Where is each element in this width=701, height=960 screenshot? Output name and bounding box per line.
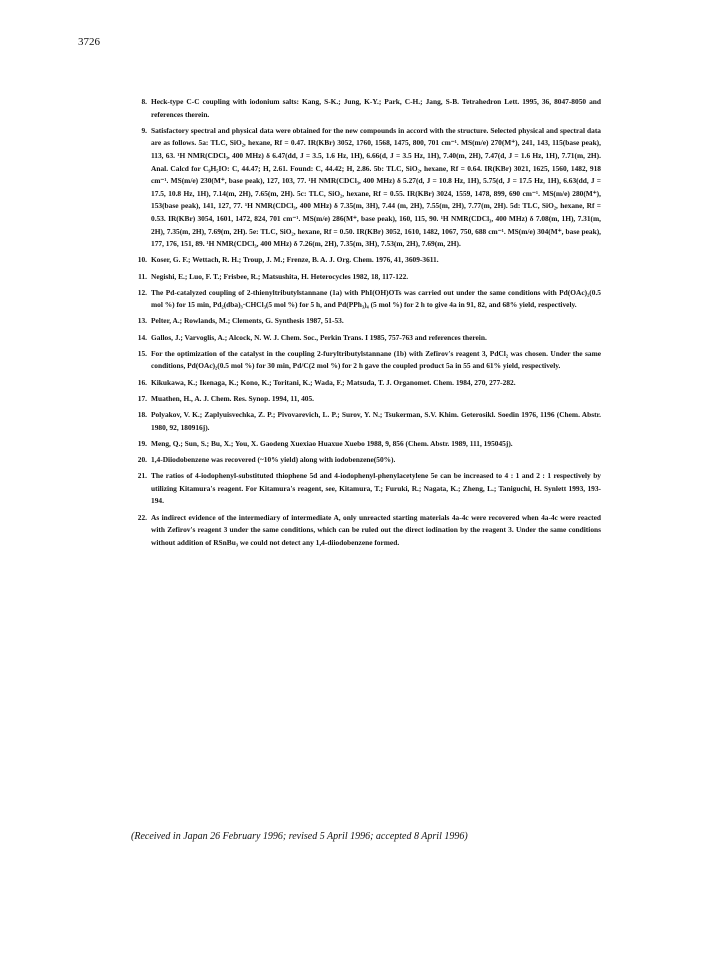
reference-number: 15. xyxy=(137,348,147,358)
reference-text: Meng, Q.; Sun, S.; Bu, X.; You, X. Gaodeng Xuexiao Huaxue Xuebo 1988, 9, 856 (Chem. Abstr. 1989, 111, 195045j). xyxy=(151,438,513,448)
reference-text: The ratios of 4-iodophenyl-substituted thiophene 5d and 4-iodophenyl-phenylacetylene 5e can be increased to 4 : 1 and 2 : 1 respectively by utilizing Kitamura's reagent. For Kitamura's reagent, see, Kitamura, T.; Furuki, R.; Nagata, K.; Zheng, L.; Taniguchi, H. Synlett 1993, 193-194. xyxy=(151,471,601,506)
reference-text: Gallos, J.; Varvoglis, A.; Alcock, N. W. J. Chem. Soc., Perkin Trans. I 1985, 757-763 and references therein. xyxy=(151,332,487,342)
reference-16 xyxy=(131,377,601,390)
reference-number: 11. xyxy=(138,271,147,281)
reference-number: 13. xyxy=(137,316,147,326)
reference-number: 14. xyxy=(137,332,147,342)
page-number: 3726 xyxy=(78,36,100,48)
reference-text: Satisfactory spectral and physical data were obtained for the new compounds in accord with the structure. Selected physical and spectral data are as follows. 5a: TLC, SiO₂, hexane, Rf = 0.47. IR(KBr) 3052, 1760, 1568, 1475, 800, 701 cm⁻¹. MS(m/e) 270(M⁺), 241, 143, 115(base peak), 113, 63. ¹H NMR(CDCl₃, 400 MHz) δ 6.47(dd, J = 3.5, 1.6 Hz, 1H), 6.66(d, J = 3.5 Hz, 1H), 7.40(m, 2H), 7.47(d, J = 1.6 Hz, 1H), 7.71(m, 2H). Anal. Calcd for C₉H₅IO: C, 44.47; H, 2.61. Found: C, 44.42; H, 2.86. 5b: TLC, SiO₂, hexane, Rf = 0.64. IR(KBr) 3021, 1625, 1560, 1482, 918 cm⁻¹. MS(m/e) 230(M⁺, base peak), 127, 103, 77. ¹H NMR(CDCl₃, 400 MHz) δ 5.27(d, J = 10.8 Hz, 1H), 5.75(d, J = 17.5 Hz, 1H), 6.63(dd, J = 17.5, 10.8 Hz, 1H), 7.14(m, 2H), 7.65(m, 2H). 5c: TLC, SiO₂, hexane, Rf = 0.55. IR(KBr) 3024, 1559, 1478, 899, 690 cm⁻¹. MS(m/e) 280(M⁺), 153(base peak), 141, 127, 77. ¹H NMR(CDCl₃, 400 MHz) δ 7.35(m, 3H), 7.44 (m, 2H), 7.55(m, 2H), 7.77(m, 2H). 5d: TLC, SiO₂, hexane, Rf = 0.53. IR(KBr) 3054, 1601, 1472, 824, 701 cm⁻¹. MS(m/e) 286(M⁺, base peak), 160, 115, 90. ¹H NMR(CDCl₃, 400 MHz) δ 7.08(m, 1H), 7.31(m, 2H), 7.35(m, 2H), 7.69(m, 2H). 5e: TLC, SiO₂, hexane, Rf = 0.50. IR(KBr) 3052, 1610, 1482, 1067, 750, 688 cm⁻¹. MS(m/e) 304(M⁺, base peak), 177, 176, 151, 89. ¹H NMR(CDCl₃, 400 MHz) δ 7.26(m, 2H), 7.35(m, 3H), 7.53(m, 2H), 7.69(m, 2H). xyxy=(151,125,601,249)
reference-text: Heck-type C-C coupling with iodonium salts: Kang, S-K.; Jung, K-Y.; Park, C-H.; Jang, S-B. Tetrahedron Lett. 1995, 36, 8047-8050 and references therein. xyxy=(151,97,601,119)
reference-22 xyxy=(131,512,601,550)
reference-number: 9. xyxy=(141,125,147,135)
reference-text: 1,4-Diiodobenzene was recovered (~10% yield) along with iodobenzene(50%). xyxy=(151,454,396,464)
reference-20 xyxy=(131,454,601,467)
reference-number: 20. xyxy=(137,454,147,464)
received-dates-note: (Received in Japan 26 February 1996; revised 5 April 1996; accepted 8 April 1996) xyxy=(131,831,468,842)
reference-text: Pelter, A.; Rowlands, M.; Clements, G. Synthesis 1987, 51-53. xyxy=(151,316,344,326)
reference-17 xyxy=(131,393,601,406)
reference-10 xyxy=(131,254,601,267)
reference-12 xyxy=(131,287,601,312)
reference-number: 18. xyxy=(137,410,147,419)
reference-text: Koser, G. F.; Wettach, R. H.; Troup, J. M.; Frenze, B. A. J. Org. Chem. 1976, 41, 3609-3611. xyxy=(151,255,439,265)
reference-number: 21. xyxy=(137,471,147,481)
reference-text: For the optimization of the catalyst in the coupling 2-furyltributylstannane (1b) with Zefirov's reagent 3, PdCl₂ was chosen. Under the same conditions, Pd(OAc)₂(0.5 mol %) for 30 min, Pd/C(2 mol %) for 2 h gave the coupled product 5a in 55 and 61% yield, respectively. xyxy=(151,348,601,371)
reference-14 xyxy=(131,332,601,345)
reference-text: Polyakov, V. K.; Zaplyuisvechka, Z. P.; Pivovarevich, L. P.; Surov, Y. N.; Tsukerman, S.V. Khim. Geterosikl. Soedin 1976, 1196 (Chem. Abstr. 1980, 92, 180916j). xyxy=(151,410,601,432)
reference-text: The Pd-catalyzed coupling of 2-thienyltributylstannane (1a) with PhI(OH)OTs was carried out under the same conditions with Pd(OAc)₂(0.5 mol %) for 15 min, Pd₂(dba)₃·CHCl₃(5 mol %) for 5 h, and Pd(PPh₃)₄ (5 mol %) for 2 h to give 4a in 91, 82, and 68% yield, respectively. xyxy=(151,287,601,310)
reference-number: 10. xyxy=(137,255,147,265)
reference-text: Kikukawa, K.; Ikenaga, K.; Kono, K.; Toritani, K.; Wada, F.; Matsuda, T. J. Organomet. Chem. 1984, 270, 277-282. xyxy=(151,377,516,387)
reference-number: 22. xyxy=(137,512,147,522)
reference-text: Muathen, H., A. J. Chem. Res. Synop. 1994, 11, 405. xyxy=(151,393,315,403)
reference-11 xyxy=(131,271,601,284)
reference-18 xyxy=(131,409,601,434)
reference-text: As indirect evidence of the intermediary of intermediate A, only unreacted starting materials 4a-4c were recovered when 4a-4c were reacted with Zefirov's reagent 3 under the same conditions, which can be ruled out the direct iodination by the reagent 3. Under the same conditions without addition of RSnBu₃ we could not detect any 1,4-diiodobenzene formed. xyxy=(151,512,601,547)
reference-15 xyxy=(131,348,601,373)
reference-number: 16. xyxy=(137,377,147,387)
reference-text: Negishi, E.; Luo, F. T.; Frisbee, R.; Matsushita, H. Heterocycles 1982, 18, 117-122. xyxy=(151,271,409,281)
reference-9 xyxy=(131,125,601,251)
reference-number: 12. xyxy=(137,287,147,297)
reference-13 xyxy=(131,315,601,328)
reference-number: 17. xyxy=(137,393,147,403)
reference-number: 19. xyxy=(137,438,147,448)
reference-8 xyxy=(131,96,601,121)
references-list xyxy=(131,96,601,549)
reference-number: 8. xyxy=(141,97,147,106)
reference-21 xyxy=(131,470,601,508)
reference-19 xyxy=(131,438,601,451)
